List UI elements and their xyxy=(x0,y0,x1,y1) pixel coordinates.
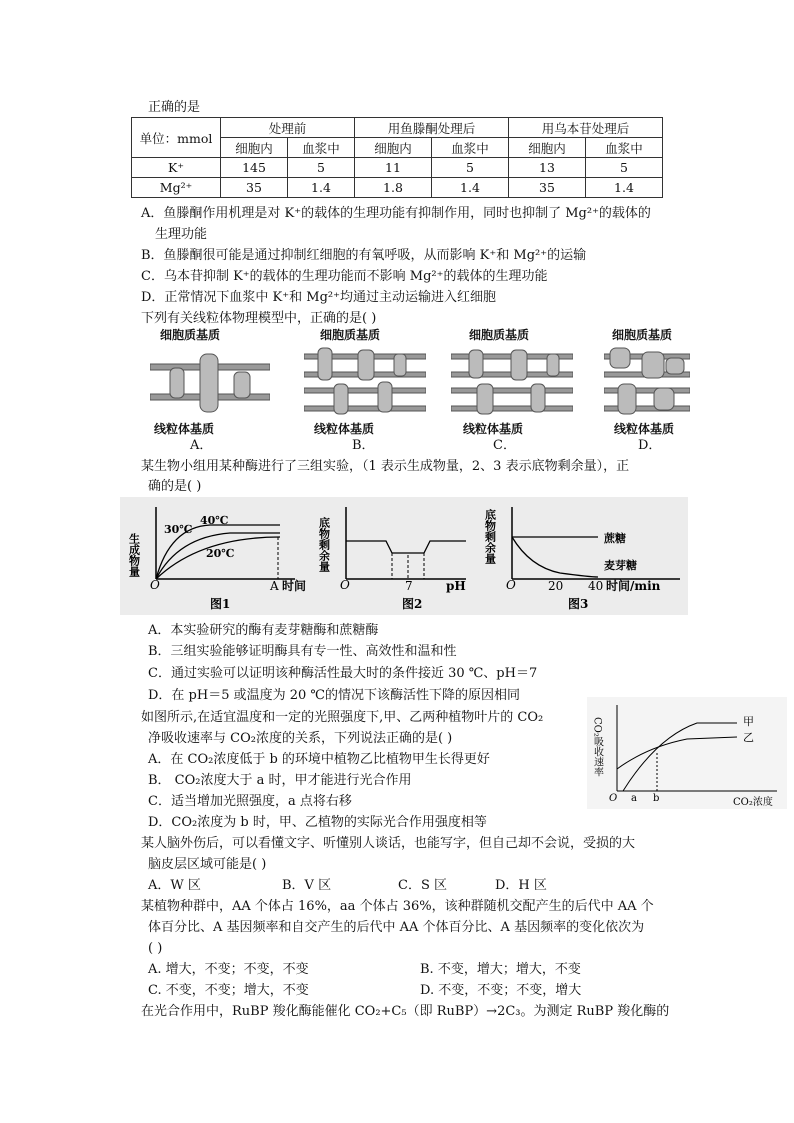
fig3-caption: 图3 xyxy=(568,597,589,611)
q5-option-c: C．S 区 xyxy=(398,878,447,893)
table-group: 处理前 xyxy=(221,118,355,138)
table-cell: 1.8 xyxy=(355,178,432,198)
table-cell: 35 xyxy=(508,178,585,198)
table-subheader: 细胞内 xyxy=(221,138,288,158)
q5-option-b: B．V 区 xyxy=(282,878,332,893)
q5-option-d: D．H 区 xyxy=(495,878,547,893)
q3-stem-2: 确的是( ) xyxy=(148,479,202,494)
fig2-curve xyxy=(346,541,466,553)
table-cell: 1.4 xyxy=(431,178,508,198)
q3-option-b: B．三组实验能够证明酶具有专一性、高效性和温和性 xyxy=(148,644,457,659)
co2-graph-svg xyxy=(587,697,787,809)
q5-stem-2: 脑皮层区域可能是( ) xyxy=(148,857,267,872)
membrane-b-svg xyxy=(304,344,426,418)
q1-option-d: D．正常情况下血浆中 K⁺和 Mg²⁺均通过主动运输进入红细胞 xyxy=(141,290,496,305)
q3-option-d: D．在 pH＝5 或温度为 20 ℃的情况下该酶活性下降的原因相同 xyxy=(148,688,520,703)
table-cell: 13 xyxy=(508,158,585,178)
fig3-curve-label: 麦芽糖 xyxy=(604,559,637,572)
q6-option-a: A. 增大，不变；不变，不变 xyxy=(148,962,309,977)
fig2-xlabel: pH xyxy=(446,579,466,593)
q1-intro: 正确的是 xyxy=(148,100,201,115)
cytoplasm-label: 细胞质基质 xyxy=(160,328,221,342)
q1-option-b: B．鱼滕酮很可能是通过抑制红细胞的有氧呼吸，从而影响 K⁺和 Mg²⁺的运输 xyxy=(141,248,587,263)
table-unit: 单位：mmol xyxy=(132,118,221,158)
fig1-caption: 图1 xyxy=(210,597,231,611)
q4-option-c: C．适当增加光照强度，a 点将右移 xyxy=(148,794,352,809)
table-cell: 1.4 xyxy=(585,178,662,198)
q5-option-a: A．W 区 xyxy=(148,878,201,893)
ion-table xyxy=(131,117,663,198)
membrane-d-svg xyxy=(604,344,690,418)
fig2-caption: 图2 xyxy=(402,597,423,611)
matrix-label: 线粒体基质 xyxy=(463,422,524,436)
membrane-a-svg xyxy=(150,346,270,416)
fig3-xlabel: 时间/min xyxy=(606,579,661,593)
table-subheader: 细胞内 xyxy=(355,138,432,158)
table-subheader: 细胞内 xyxy=(508,138,585,158)
fig3-tick: 40 xyxy=(588,579,604,593)
q3-option-a: A．本实验研究的酶有麦芽糖酶和蔗糖酶 xyxy=(148,623,379,638)
co2-xlabel: CO₂浓度 xyxy=(733,797,773,808)
matrix-label: 线粒体基质 xyxy=(314,422,375,436)
q6-stem-3: ( ) xyxy=(148,941,163,956)
q6-option-c: C. 不变，不变；增大，不变 xyxy=(148,983,309,998)
cytoplasm-label: 细胞质基质 xyxy=(320,328,381,342)
table-cell: 5 xyxy=(585,158,662,178)
membrane-models xyxy=(140,326,700,453)
fig1-curve-label: 20℃ xyxy=(206,547,235,560)
table-cell: 35 xyxy=(221,178,288,198)
option-letter-d: D． xyxy=(638,438,662,453)
table-subheader: 血浆中 xyxy=(585,138,662,158)
table-group: 用鱼滕酮处理后 xyxy=(355,118,509,138)
co2-series-label: 乙 xyxy=(743,731,754,744)
cytoplasm-label: 细胞质基质 xyxy=(612,328,673,342)
q1-option-c: C．乌本苷抑制 K⁺的载体的生理功能而不影响 Mg²⁺的载体的生理功能 xyxy=(141,269,548,284)
q2-stem: 下列有关线粒体物理模型中，正确的是( ) xyxy=(141,311,377,326)
fig3-ylabel: 底物剩余量 xyxy=(483,509,497,564)
fig3-curve-label: 蔗糖 xyxy=(604,532,626,545)
q6-option-d: D. 不变，不变；不变，增大 xyxy=(420,983,582,998)
fig3-origin: O xyxy=(506,578,516,592)
q1-option-a: A．鱼滕酮作用机理是对 K⁺的载体的生理功能有抑制作用，同时也抑制了 Mg²⁺的载体的 xyxy=(141,206,651,221)
matrix-label: 线粒体基质 xyxy=(154,422,215,436)
fig1-xlabel: 时间 xyxy=(282,579,307,593)
co2-ylabel: CO₂吸收速率 xyxy=(591,717,603,777)
option-letter-c: C． xyxy=(493,438,516,453)
co2-series-label: 甲 xyxy=(743,715,754,728)
fig1-origin: O xyxy=(150,578,160,592)
q6-option-b: B. 不变，增大；增大，不变 xyxy=(420,962,581,977)
co2-tick-b: b xyxy=(653,793,660,804)
option-letter-b: B． xyxy=(352,438,375,453)
model-c xyxy=(445,326,577,453)
q4-option-b: B． CO₂浓度大于 a 时，甲才能进行光合作用 xyxy=(148,773,412,788)
membrane-c-svg xyxy=(451,344,573,418)
q3-option-c: C．通过实验可以证明该种酶活性最大时的条件接近 30 ℃、pH＝7 xyxy=(148,666,538,681)
model-a xyxy=(140,326,272,453)
q6-stem-1: 某植物种群中，AA 个体占 16%，aa 个体占 36%，该种群随机交配产生的后代中 AA 个 xyxy=(141,899,654,914)
fig1-curve-label: 30℃ xyxy=(164,523,193,536)
fig3-tick: 20 xyxy=(548,579,564,593)
q4-option-a: A．在 CO₂浓度低于 b 的环境中植物乙比植物甲生长得更好 xyxy=(148,752,490,767)
table-row xyxy=(132,158,663,178)
model-d xyxy=(602,326,734,453)
q4-stem-1: 如图所示,在适宜温度和一定的光照强度下,甲、乙两种植物叶片的 CO₂ xyxy=(141,710,544,725)
fig3 xyxy=(484,507,681,611)
curve-jia xyxy=(623,723,737,791)
row-label: Mg²⁺ xyxy=(132,178,221,198)
fig2-tick: 7 xyxy=(405,579,413,593)
table-subheader: 血浆中 xyxy=(288,138,355,158)
table-cell: 145 xyxy=(221,158,288,178)
enzyme-figures xyxy=(120,497,688,615)
fig2-ylabel: 底物剩余量 xyxy=(317,517,331,572)
q3-stem-1: 某生物小组用某种酶进行了三组实验，（1 表示生成物量，2、3 表示底物剩余量），正 xyxy=(141,459,630,474)
table-cell: 5 xyxy=(288,158,355,178)
enzyme-figures-svg xyxy=(120,497,688,615)
q6-stem-2: 体百分比、A 基因频率和自交产生的后代中 AA 个体百分比、A 基因频率的变化依次为 xyxy=(148,920,645,935)
matrix-label: 线粒体基质 xyxy=(614,422,675,436)
q5-stem-1: 某人脑外伤后，可以看懂文字、听懂别人谈话，也能写字，但自己却不会说，受损的大 xyxy=(141,836,636,851)
model-b xyxy=(300,326,432,453)
fig1 xyxy=(128,507,307,611)
curve-yi xyxy=(617,737,737,769)
table-cell: 1.4 xyxy=(288,178,355,198)
co2-origin: O xyxy=(609,793,618,804)
option-letter-a: A． xyxy=(190,438,213,453)
fig2 xyxy=(318,507,467,611)
table-group: 用乌本苷处理后 xyxy=(508,118,662,138)
fig2-origin: O xyxy=(340,578,350,592)
curve-maltose xyxy=(512,537,598,577)
q7-stem: 在光合作用中，RuBP 羧化酶能催化 CO₂+C₅（即 RuBP）→2C₃。为测定 RuBP 羧化酶的 xyxy=(141,1004,670,1019)
fig1-xmark: A xyxy=(270,579,279,593)
co2-tick-a: a xyxy=(631,793,637,804)
table-row xyxy=(132,178,663,198)
q4-stem-2: 净吸收速率与 CO₂浓度的关系，下列说法正确的是( ) xyxy=(148,731,453,746)
cytoplasm-label: 细胞质基质 xyxy=(469,328,530,342)
fig1-curve-label: 40℃ xyxy=(200,514,229,527)
row-label: K⁺ xyxy=(132,158,221,178)
q1-option-a-cont: 生理功能 xyxy=(155,227,208,242)
co2-graph xyxy=(587,697,787,809)
table-cell: 11 xyxy=(355,158,432,178)
table-cell: 5 xyxy=(431,158,508,178)
fig1-ylabel: 生成物量 xyxy=(127,533,141,577)
q4-option-d: D．CO₂浓度为 b 时，甲、乙植物的实际光合作用强度相等 xyxy=(148,815,487,830)
table-subheader: 血浆中 xyxy=(431,138,508,158)
